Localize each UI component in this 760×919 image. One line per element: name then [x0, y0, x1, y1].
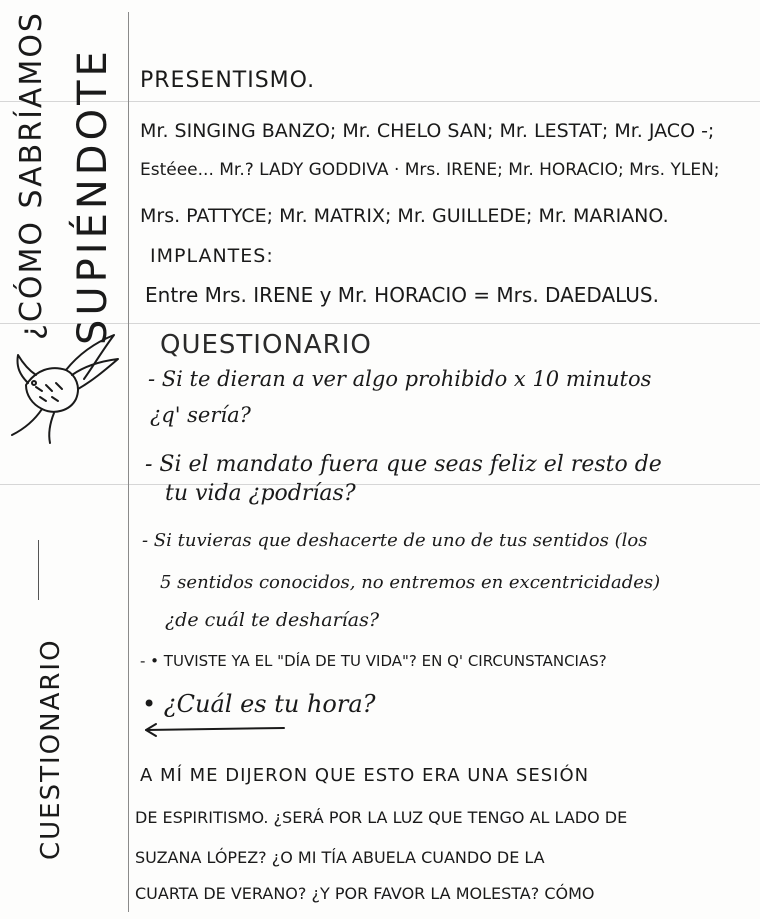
answer-line-2: DE ESPIRITISMO. ¿SERÁ POR LA LUZ QUE TENGO AL LADO DE: [135, 808, 628, 827]
margin-title-line2: SUPIÉNDOTE: [70, 47, 116, 345]
question-4-line-1: - • TUVISTE YA EL "DÍA DE TU VIDA"? EN Q' CIRCUNSTANCIAS?: [140, 652, 607, 670]
bird-doodle-icon: [6, 325, 122, 445]
answer-line-4: CUARTA DE VERANO? ¿Y POR FAVOR LA MOLESTA? CÓMO: [135, 884, 595, 903]
answer-line-3: SUZANA LÓPEZ? ¿O MI TÍA ABUELA CUANDO DE LA: [135, 848, 545, 867]
margin-title-line1: ¿CÓMO SABRÍAMOS: [14, 11, 49, 340]
margin-bottom-label: CUESTIONARIO: [36, 638, 66, 860]
question-3-line-1: - Si tuvieras que deshacerte de uno de tus sentidos (los: [142, 530, 648, 551]
implantes-line: Entre Mrs. IRENE y Mr. HORACIO = Mrs. DAEDALUS.: [145, 283, 659, 307]
question-2-line-2: tu vida ¿podrías?: [165, 481, 356, 506]
answer-line-1: A MÍ ME DIJERON QUE ESTO ERA UNA SESIÓN: [140, 765, 590, 786]
ruled-line: [0, 484, 760, 485]
question-1-line-2: ¿q' sería?: [150, 403, 251, 427]
left-arrow-icon: [140, 720, 290, 740]
question-5-line-1: • ¿Cuál es tu hora?: [142, 690, 376, 718]
presentismo-heading: PRESENTISMO.: [140, 68, 316, 93]
question-1-line-1: - Si te dieran a ver algo prohibido x 10 minutos: [148, 367, 652, 391]
margin-line: [128, 12, 129, 912]
implantes-heading: IMPLANTES:: [150, 245, 274, 267]
cuestionario-heading: QUESTIONARIO: [160, 330, 372, 360]
presentismo-line-3: Mrs. PATTYCE; Mr. MATRIX; Mr. GUILLEDE; Mr. MARIANO.: [140, 205, 669, 227]
question-3-line-2: 5 sentidos conocidos, no entremos en excentricidades): [160, 572, 661, 593]
margin-stroke: [38, 540, 39, 600]
question-2-line-1: - Si el mandato fuera que seas feliz el resto de: [145, 452, 662, 477]
presentismo-line-2: Estéee... Mr.? LADY GODDIVA · Mrs. IRENE; Mr. HORACIO; Mrs. YLEN;: [140, 160, 720, 180]
question-3-line-3: ¿de cuál te desharías?: [165, 609, 380, 631]
presentismo-line-1: Mr. SINGING BANZO; Mr. CHELO SAN; Mr. LESTAT; Mr. JACO -;: [140, 120, 715, 142]
